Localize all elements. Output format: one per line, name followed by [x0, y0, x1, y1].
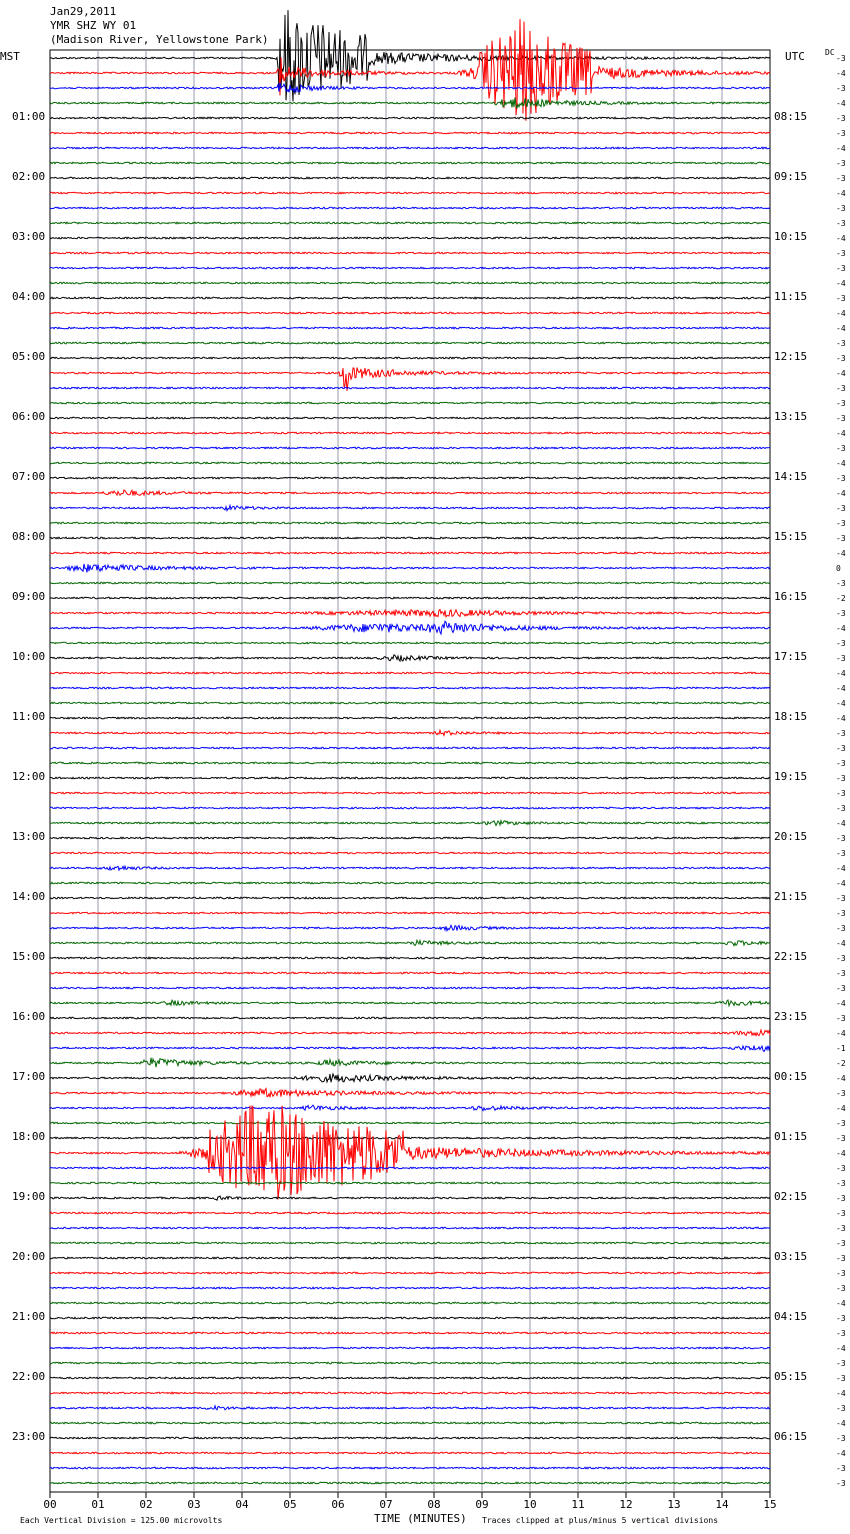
dc-offset-label: -3: [836, 1134, 846, 1143]
dc-offset-label: -4: [836, 1389, 846, 1398]
seismic-trace: [50, 1105, 770, 1110]
dc-offset-label: -3: [836, 834, 846, 843]
dc-offset-label: -1: [836, 1044, 846, 1053]
seismic-trace: [50, 267, 770, 269]
dc-offset-label: -3: [836, 1314, 846, 1323]
seismic-trace: [50, 1422, 770, 1424]
dc-offset-label: -3: [836, 129, 846, 138]
dc-offset-label: -3: [836, 249, 846, 258]
seismic-trace: [50, 1242, 770, 1244]
right-hour-label: 18:15: [774, 710, 808, 723]
dc-offset-label: -4: [836, 819, 846, 828]
right-hour-label: 17:15: [774, 650, 808, 663]
dc-offset-label: -4: [836, 669, 846, 678]
dc-offset-label: -3: [836, 84, 846, 93]
plot-grid: [50, 50, 770, 1492]
left-timezone-label: MST: [0, 50, 20, 63]
seismic-trace: [50, 610, 770, 617]
seismic-trace: [50, 687, 770, 689]
dc-offset-label: -4: [836, 1419, 846, 1428]
dc-offset-label: -4: [836, 699, 846, 708]
seismic-trace: [50, 447, 770, 449]
dc-offset-label: -3: [836, 789, 846, 798]
dc-offset-label: -3: [836, 1224, 846, 1233]
left-hour-label: 17:00: [12, 1070, 46, 1083]
seismic-trace: [50, 237, 770, 239]
left-hour-label: 04:00: [12, 290, 46, 303]
seismic-trace: [50, 222, 770, 224]
dc-offset-label: -3: [836, 1239, 846, 1248]
seismic-trace: [50, 1122, 770, 1124]
dc-offset-label: -2: [836, 1059, 846, 1068]
seismic-trace: [50, 402, 770, 404]
seismic-trace: [50, 1017, 770, 1019]
x-tick-label: 08: [427, 1498, 441, 1511]
dc-offset-label: -3: [836, 609, 846, 618]
seismic-trace: [50, 297, 770, 299]
dc-offset-label: -3: [836, 204, 846, 213]
seismic-trace: [50, 1212, 770, 1214]
right-hour-label: 01:15: [774, 1130, 808, 1143]
dc-offset-label: -3: [836, 1089, 846, 1098]
right-hour-label: 00:15: [774, 1070, 808, 1083]
dc-offset-label: -3: [836, 339, 846, 348]
footer-clip-note: Traces clipped at plus/minus 5 vertical divisions: [482, 1516, 719, 1525]
seismic-trace: [50, 1406, 770, 1410]
seismic-trace: [50, 957, 770, 959]
seismic-trace: [50, 821, 770, 826]
seismic-trace: [50, 83, 770, 93]
dc-offset-label: -4: [836, 1344, 846, 1353]
seismic-trace: [50, 312, 770, 314]
dc-offset-label: -3: [836, 504, 846, 513]
seismic-trace: [50, 1302, 770, 1304]
dc-offset-label: -3: [836, 774, 846, 783]
left-hour-label: 07:00: [12, 470, 46, 483]
x-tick-label: 09: [475, 1498, 489, 1511]
seismic-trace: [50, 777, 770, 779]
dc-offset-label: -3: [836, 1179, 846, 1188]
seismic-trace: [50, 192, 770, 194]
seismic-trace: [50, 642, 770, 644]
seismic-trace: [50, 807, 770, 809]
dc-offset-label: -3: [836, 384, 846, 393]
seismic-trace: [50, 207, 770, 209]
dc-offset-label: -3: [836, 114, 846, 123]
right-hour-label: 04:15: [774, 1310, 808, 1323]
x-tick-label: 06: [331, 1498, 345, 1511]
dc-offset-label: -3: [836, 54, 846, 63]
seismic-trace: [50, 117, 770, 119]
left-hour-label: 21:00: [12, 1310, 46, 1323]
trace-group: [50, 10, 770, 1484]
dc-offset-label: -4: [836, 369, 846, 378]
x-tick-label: 03: [187, 1498, 201, 1511]
dc-offset-label: -3: [836, 1014, 846, 1023]
seismic-trace: [50, 925, 770, 930]
left-hour-label: 14:00: [12, 890, 46, 903]
seismic-trace: [50, 1317, 770, 1319]
left-hour-label: 16:00: [12, 1010, 46, 1023]
seismic-trace: [50, 1196, 770, 1200]
dc-offset-label: -3: [836, 399, 846, 408]
dc-offset-label: -2: [836, 594, 846, 603]
dc-offset-label: -3: [836, 639, 846, 648]
dc-offset-label: -3: [836, 1194, 846, 1203]
right-hour-label: 19:15: [774, 770, 808, 783]
seismic-trace: [50, 1058, 770, 1068]
right-hour-label: 16:15: [774, 590, 808, 603]
seismic-trace: [50, 1089, 770, 1098]
dc-offset-label: -4: [836, 144, 846, 153]
dc-offset-label: -3: [836, 264, 846, 273]
seismic-trace: [50, 162, 770, 164]
dc-offset-label: -3: [836, 1464, 846, 1473]
dc-offset-label: -3: [836, 1284, 846, 1293]
dc-offset-label: -4: [836, 459, 846, 468]
right-hour-label: 21:15: [774, 890, 808, 903]
seismic-trace: [50, 132, 770, 134]
right-hour-label: 23:15: [774, 1010, 808, 1023]
dc-offset-label: -4: [836, 1104, 846, 1113]
x-tick-label: 02: [139, 1498, 153, 1511]
dc-offset-label: -3: [836, 534, 846, 543]
seismic-trace: [50, 1347, 770, 1349]
dc-offset-label: -4: [836, 624, 846, 633]
right-hour-label: 20:15: [774, 830, 808, 843]
seismic-trace: [50, 866, 770, 870]
dc-offset-label: -4: [836, 489, 846, 498]
dc-offset-label: -3: [836, 759, 846, 768]
left-hour-label: 09:00: [12, 590, 46, 603]
seismic-trace: [50, 252, 770, 254]
seismic-trace: [50, 912, 770, 914]
seismic-trace: [50, 432, 770, 434]
seismic-trace: [50, 1106, 770, 1200]
left-hour-label: 19:00: [12, 1190, 46, 1203]
seismic-trace: [50, 1452, 770, 1454]
dc-offset-label: -4: [836, 684, 846, 693]
seismic-trace: [50, 1257, 770, 1259]
seismic-trace: [50, 837, 770, 839]
seismic-trace: [50, 582, 770, 584]
x-tick-label: 07: [379, 1498, 393, 1511]
right-hour-label: 12:15: [774, 350, 808, 363]
left-hour-label: 03:00: [12, 230, 46, 243]
seismic-trace: [50, 852, 770, 854]
seismic-trace: [50, 177, 770, 179]
dc-offset-label: -3: [836, 1164, 846, 1173]
seismic-trace: [50, 327, 770, 329]
seismic-trace: [50, 621, 770, 634]
x-tick-label: 14: [715, 1498, 729, 1511]
seismic-trace: [50, 1074, 770, 1082]
seismic-trace: [50, 505, 770, 510]
seismic-trace: [50, 1030, 770, 1036]
right-hour-label: 05:15: [774, 1370, 808, 1383]
left-hour-label: 20:00: [12, 1250, 46, 1263]
dc-offset-label: -3: [836, 804, 846, 813]
dc-offset-label: -4: [836, 99, 846, 108]
left-hour-label: 22:00: [12, 1370, 46, 1383]
x-tick-label: 13: [667, 1498, 681, 1511]
dc-offset-label: -3: [836, 444, 846, 453]
date-label: Jan29,2011: [50, 5, 117, 18]
station-label: YMR SHZ WY 01: [50, 19, 137, 32]
seismic-trace: [50, 1392, 770, 1394]
seismic-trace: [50, 702, 770, 704]
seismic-trace: [50, 1377, 770, 1379]
seismic-trace: [50, 672, 770, 674]
seismic-trace: [50, 357, 770, 359]
dc-offset-label: -3: [836, 1254, 846, 1263]
seismic-trace: [50, 537, 770, 539]
left-hour-label: 05:00: [12, 350, 46, 363]
x-tick-label: 04: [235, 1498, 249, 1511]
seismic-trace: [50, 387, 770, 389]
dc-offset-label: -3: [836, 729, 846, 738]
seismic-trace: [50, 282, 770, 284]
right-hour-label: 08:15: [774, 110, 808, 123]
dc-offset-label: -3: [836, 984, 846, 993]
seismic-trace: [50, 1332, 770, 1334]
dc-offset-label: -3: [836, 294, 846, 303]
dc-offset-label: -3: [836, 159, 846, 168]
seismic-trace: [50, 762, 770, 764]
dc-offset-label: -3: [836, 174, 846, 183]
dc-offset-label: -4: [836, 549, 846, 558]
dc-offset-label: 0: [836, 564, 841, 573]
seismic-trace: [50, 342, 770, 344]
dc-offset-label: -4: [836, 1074, 846, 1083]
dc-offset-label: -3: [836, 894, 846, 903]
dc-offset-label: -3: [836, 909, 846, 918]
left-hour-label: 15:00: [12, 950, 46, 963]
dc-offset-label: -3: [836, 579, 846, 588]
left-hour-label: 06:00: [12, 410, 46, 423]
dc-offset-label: -3: [836, 1359, 846, 1368]
dc-offset-label: -4: [836, 864, 846, 873]
dc-offset-label: -4: [836, 309, 846, 318]
seismic-trace: [50, 477, 770, 479]
x-tick-label: 01: [91, 1498, 105, 1511]
dc-offset-label: -4: [836, 1149, 846, 1158]
dc-offset-label: -4: [836, 1449, 846, 1458]
dc-offset-label: -4: [836, 279, 846, 288]
seismic-trace: [50, 1437, 770, 1439]
dc-offset-label: -3: [836, 1374, 846, 1383]
right-hour-label: 02:15: [774, 1190, 808, 1203]
right-hour-label: 11:15: [774, 290, 808, 303]
seismic-trace: [50, 1362, 770, 1364]
left-hour-label: 08:00: [12, 530, 46, 543]
seismic-trace: [50, 747, 770, 749]
seismic-trace: [50, 987, 770, 989]
dc-offset-label: -3: [836, 1209, 846, 1218]
dc-offset-label: -4: [836, 1029, 846, 1038]
right-hour-label: 03:15: [774, 1250, 808, 1263]
right-hour-label: 22:15: [774, 950, 808, 963]
seismic-trace: [50, 1227, 770, 1229]
seismic-trace: [50, 1137, 770, 1139]
dc-label: DC: [825, 48, 835, 57]
dc-offset-label: -4: [836, 324, 846, 333]
right-hour-label: 13:15: [774, 410, 808, 423]
seismic-trace: [50, 882, 770, 884]
seismic-trace: [50, 1287, 770, 1289]
seismic-trace: [50, 490, 770, 496]
footer-scale-note: Each Vertical Division = 125.00 microvolts: [20, 1516, 223, 1525]
dc-offset-label: -4: [836, 189, 846, 198]
seismic-trace: [50, 1046, 770, 1052]
x-tick-label: 11: [571, 1498, 585, 1511]
right-hour-label: 15:15: [774, 530, 808, 543]
seismic-trace: [50, 417, 770, 419]
right-hour-label: 06:15: [774, 1430, 808, 1443]
right-timezone-label: UTC: [785, 50, 805, 63]
dc-offset-label: -3: [836, 654, 846, 663]
dc-offset-label: -4: [836, 429, 846, 438]
seismic-trace: [50, 1182, 770, 1184]
left-hour-label: 11:00: [12, 710, 46, 723]
dc-offset-label: -3: [836, 1434, 846, 1443]
left-hour-label: 12:00: [12, 770, 46, 783]
seismic-trace: [50, 522, 770, 524]
x-tick-label: 15: [763, 1498, 777, 1511]
left-hour-label: 18:00: [12, 1130, 46, 1143]
seismic-trace: [50, 940, 770, 945]
dc-offset-label: -4: [836, 999, 846, 1008]
dc-offset-label: -3: [836, 954, 846, 963]
dc-offset-label: -3: [836, 924, 846, 933]
dc-offset-label: -3: [836, 354, 846, 363]
left-hour-label: 01:00: [12, 110, 46, 123]
seismic-trace: [50, 1000, 770, 1006]
dc-offset-label: -3: [836, 1404, 846, 1413]
dc-offset-label: -4: [836, 939, 846, 948]
x-axis-ticks: [43, 1492, 776, 1511]
dc-offset-label: -3: [836, 849, 846, 858]
location-label: (Madison River, Yellowstone Park): [50, 33, 269, 46]
x-tick-label: 05: [283, 1498, 297, 1511]
dc-offset-label: -4: [836, 714, 846, 723]
seismic-trace: [50, 1272, 770, 1274]
dc-offset-label: -4: [836, 879, 846, 888]
dc-offset-label: -3: [836, 219, 846, 228]
seismic-trace: [50, 897, 770, 899]
x-tick-label: 10: [523, 1498, 537, 1511]
seismic-trace: [50, 552, 770, 554]
x-tick-label: 12: [619, 1498, 633, 1511]
seismic-trace: [50, 655, 770, 661]
seismic-trace: [50, 730, 770, 735]
seismic-trace: [50, 1167, 770, 1169]
left-hour-label: 10:00: [12, 650, 46, 663]
left-hour-label: 23:00: [12, 1430, 46, 1443]
dc-offset-label: -3: [836, 414, 846, 423]
dc-offset-label: -3: [836, 744, 846, 753]
seismic-trace: [50, 1482, 770, 1484]
seismic-trace: [50, 564, 770, 572]
right-hour-label: 14:15: [774, 470, 808, 483]
dc-offset-label: -4: [836, 234, 846, 243]
dc-offset-label: -4: [836, 69, 846, 78]
plot-frame: [50, 50, 770, 1492]
seismic-trace: [50, 147, 770, 149]
dc-offset-label: -3: [836, 1479, 846, 1488]
seismic-trace: [50, 1467, 770, 1469]
right-hour-label: 10:15: [774, 230, 808, 243]
seismic-trace: [50, 597, 770, 599]
left-hour-label: 02:00: [12, 170, 46, 183]
dc-offset-label: -3: [836, 474, 846, 483]
seismic-trace: [50, 98, 770, 108]
dc-offset-label: -3: [836, 1269, 846, 1278]
dc-offset-label: -4: [836, 1299, 846, 1308]
dc-offset-label: -3: [836, 969, 846, 978]
seismic-trace: [50, 717, 770, 719]
seismic-trace: [50, 972, 770, 974]
dc-offset-label: -3: [836, 519, 846, 528]
seismic-trace: [50, 462, 770, 464]
dc-offset-label: -3: [836, 1329, 846, 1338]
x-axis-title: TIME (MINUTES): [374, 1512, 467, 1525]
right-hour-label: 09:15: [774, 170, 808, 183]
seismic-trace: [50, 792, 770, 794]
dc-offset-label: -3: [836, 1119, 846, 1128]
left-hour-label: 13:00: [12, 830, 46, 843]
x-tick-label: 00: [43, 1498, 57, 1511]
